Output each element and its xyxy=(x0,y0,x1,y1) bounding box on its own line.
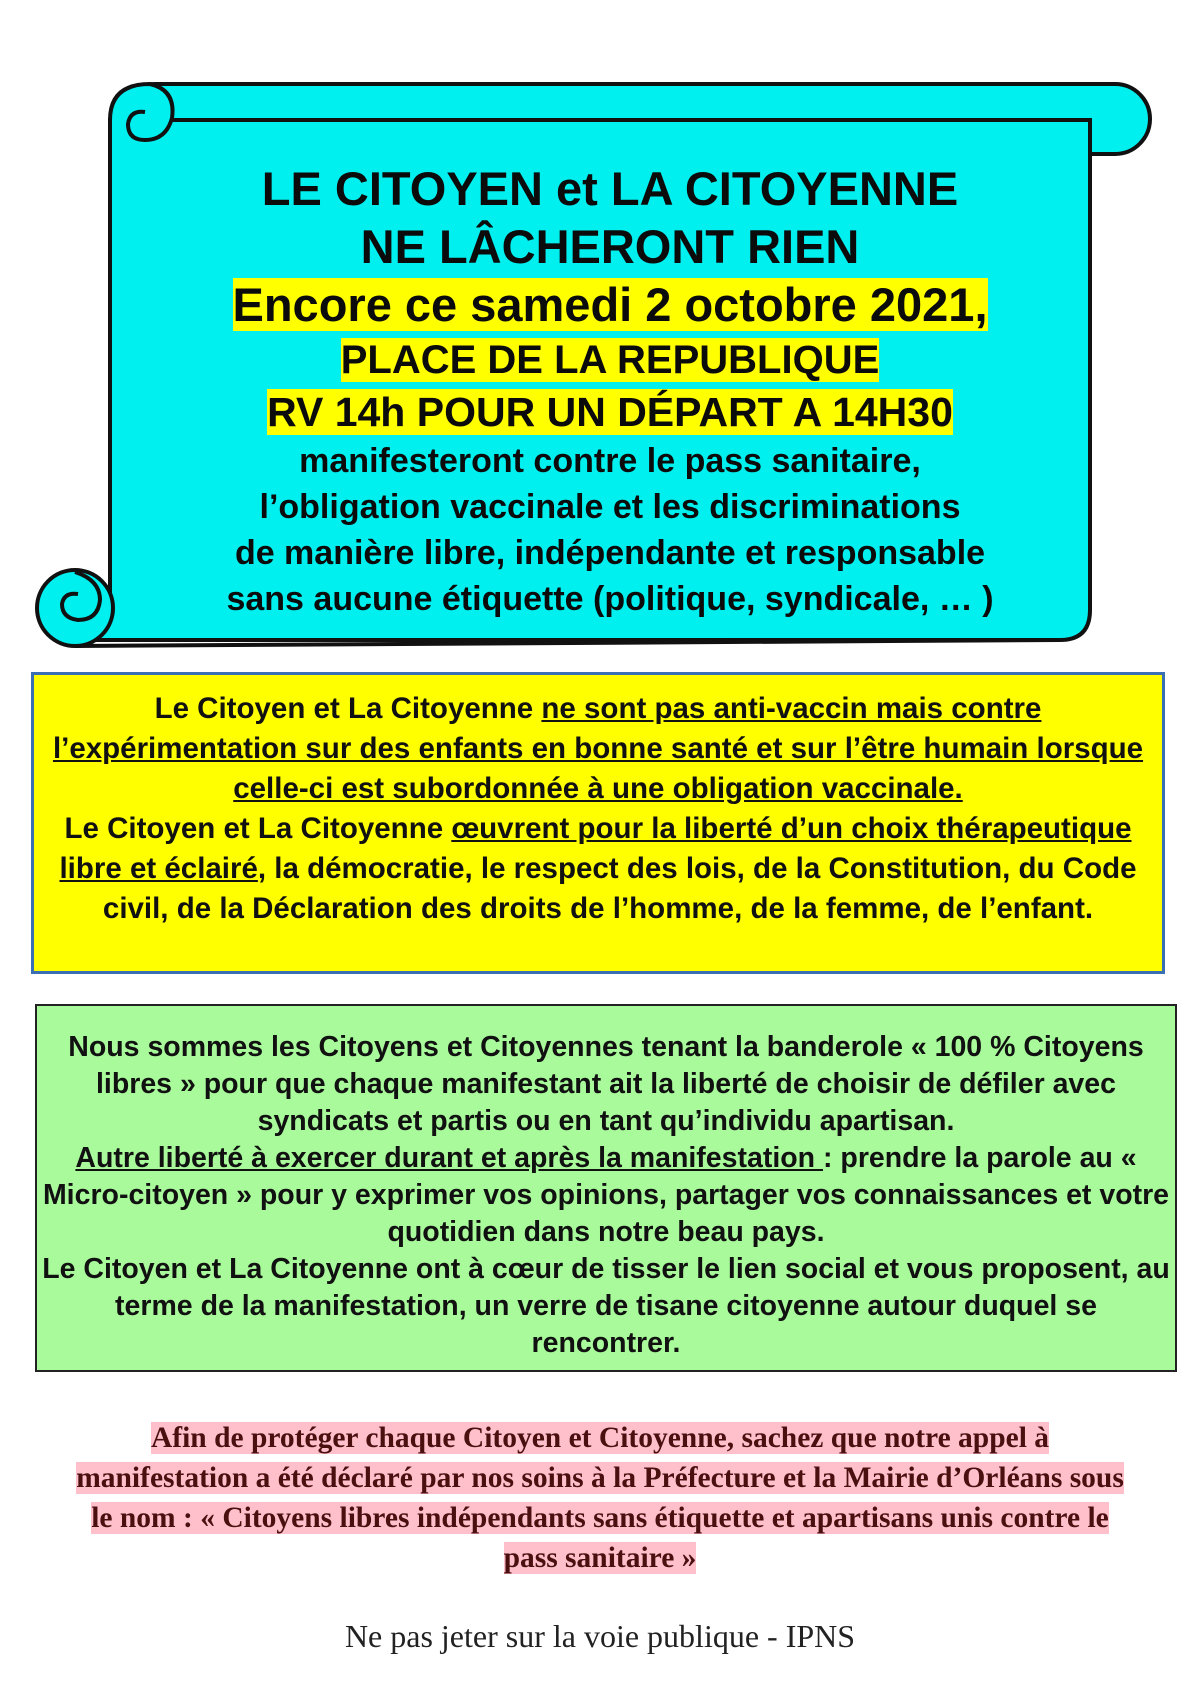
green-p2-underlined: Autre liberté à exercer durant et après la manifestation xyxy=(75,1142,823,1174)
scroll-bottom-curl xyxy=(37,570,113,646)
banner-rv: RV 14h POUR UN DÉPART A 14H30 xyxy=(267,389,953,435)
banner-title-line-1: LE CITOYEN et LA CITOYENNE xyxy=(261,162,959,215)
banner-title-line-2: NE LÂCHERONT RIEN xyxy=(360,220,860,273)
banner-line-8: de manière libre, indépendante et responsable xyxy=(234,534,986,572)
banner-date-comma: , xyxy=(974,278,988,331)
yellow-paragraph-1 xyxy=(34,689,1162,809)
banner-place: PLACE DE LA REPUBLIQUE xyxy=(340,338,880,382)
banner-text xyxy=(110,160,1110,622)
yellow-p1-intro: Le Citoyen et La Citoyenne xyxy=(154,692,542,725)
yellow-paragraph-2 xyxy=(34,809,1162,929)
yellow-p2-underlined: œuvrent pour la liberté d’un choix thérapeutique libre et éclairé xyxy=(59,812,1132,885)
banner-line-9: sans aucune étiquette (politique, syndicale, … ) xyxy=(226,580,994,618)
banner-date-line xyxy=(110,276,1110,334)
yellow-p2-end: , la démocratie, le respect des lois, de la Constitution, du Code civil, de la Déclaration des droits de l’homme, de la femme, de l’enfant. xyxy=(102,852,1137,925)
declaration-notice xyxy=(70,1418,1130,1578)
banner-line-6: manifesteront contre le pass sanitaire, xyxy=(299,442,921,480)
green-paragraph-1: Nous sommes les Citoyens et Citoyennes tenant la banderole « 100 % Citoyens libres » pour que chaque manifestant ait la liberté de choisir de défiler avec syndicats et partis ou en tant qu’individu apartisan. xyxy=(68,1031,1144,1137)
banner-place-line xyxy=(110,334,1110,386)
green-paragraph-2 xyxy=(37,1140,1175,1251)
yellow-p1-underlined: ne sont pas anti-vaccin mais contre l’expérimentation sur des enfants en bonne santé et sur l’être humain lorsque celle-ci est subordonnée à une obligation vaccinale. xyxy=(52,692,1144,805)
green-paragraph-3: Le Citoyen et La Citoyenne ont à cœur de tisser le lien social et vous proposent, au terme de la manifestation, un verre de tisane citoyenne autour duquel se rencontrer. xyxy=(42,1253,1170,1359)
footer-ipns: Ne pas jeter sur la voie publique - IPNS xyxy=(344,1618,856,1654)
declaration-notice-text: Afin de protéger chaque Citoyen et Citoyenne, sachez que notre appel à manifestation a été déclaré par nos soins à la Préfecture et la Mairie d’Orléans sous le nom : « Citoyens libres indépendants sans étiquette et apartisans unis contre le pass sanitaire » xyxy=(76,1422,1124,1574)
yellow-statement-box xyxy=(31,672,1165,974)
green-p2-rest: : prendre la parole au « Micro-citoyen » pour y exprimer vos opinions, partager vos connaissances et votre quotidien dans notre beau pays. xyxy=(42,1142,1170,1248)
banner-date: Encore ce samedi 2 octobre 2021 xyxy=(232,278,975,331)
yellow-p2-intro: Le Citoyen et La Citoyenne xyxy=(64,812,452,845)
green-info-box xyxy=(35,1004,1177,1372)
banner-line-7: l’obligation vaccinale et les discriminations xyxy=(259,488,961,526)
banner-rv-line xyxy=(110,386,1110,438)
